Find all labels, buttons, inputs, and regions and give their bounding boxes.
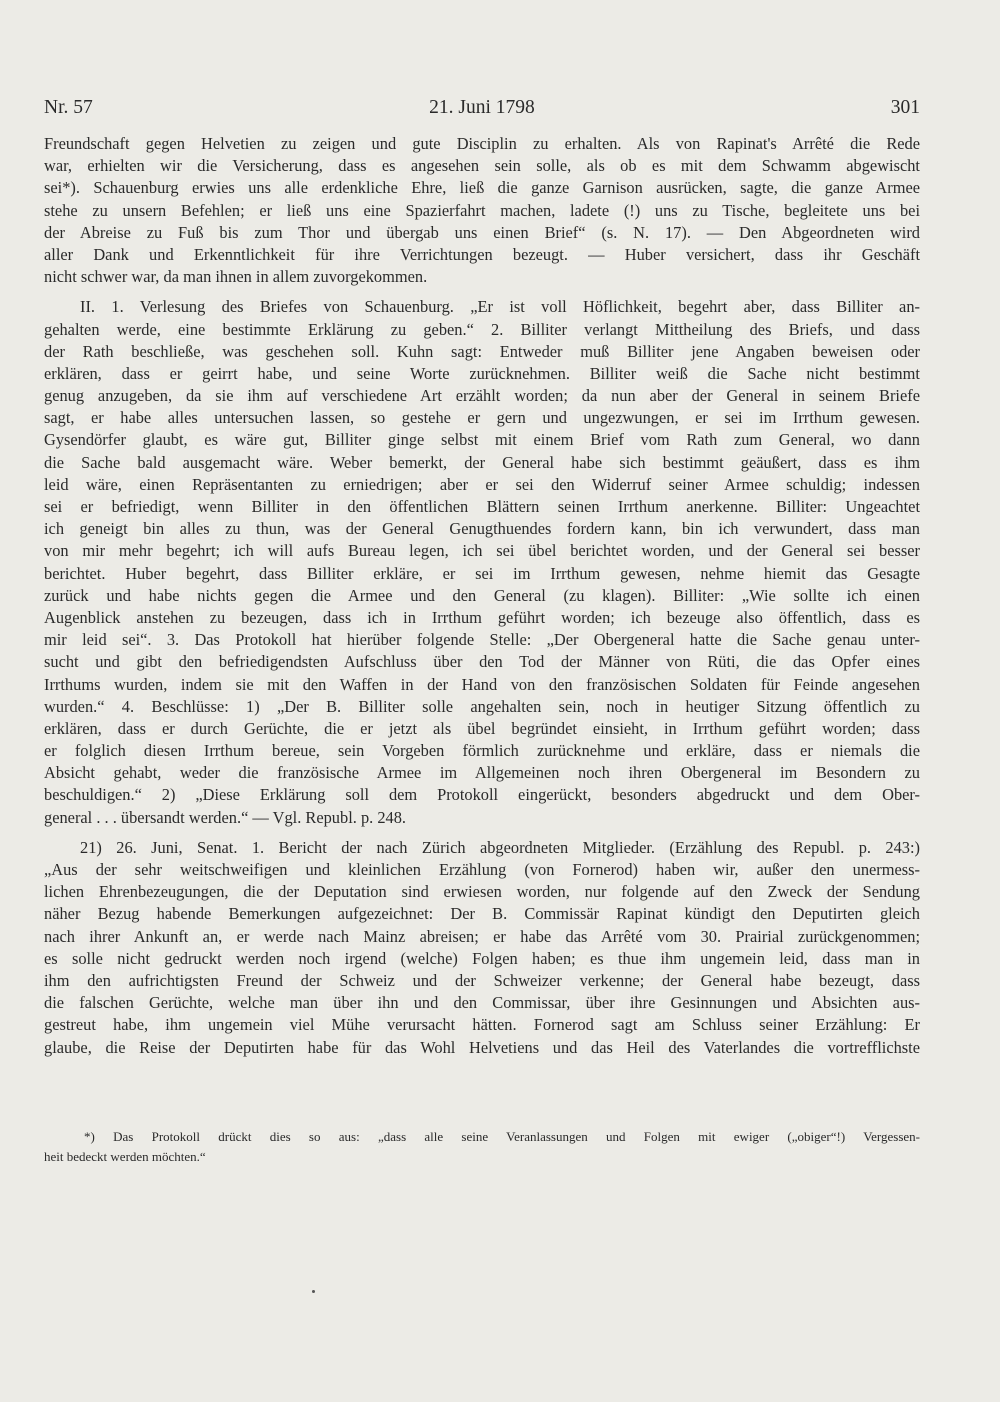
body-line: Absicht gehabt, weder die französische Armee im Allgemeinen noch ihren Obergeneral im Besondern zu — [44, 763, 920, 783]
body-line: stehe zu unsern Befehlen; er ließ uns eine Spazierfahrt machen, ladete (!) uns zu Tische, begleitete uns bei — [44, 200, 920, 220]
running-header — [44, 97, 920, 125]
paragraph-gap — [44, 829, 920, 837]
footnote-line: *) Das Protokoll drückt dies so aus: „dass alle seine Veranlassungen und Folgen mit ewiger („obiger“!) Vergessen- — [84, 1129, 920, 1144]
body-line: sucht und gibt den befriedigendsten Aufschluss über den Tod der Männer von Rüti, die das Opfer eines — [44, 652, 920, 672]
body-line: Freundschaft gegen Helvetien zu zeigen und gute Disciplin zu erhalten. Als von Rapinat's Arrêté die Rede — [44, 134, 920, 153]
body-line: ihm den aufrichtigsten Freund der Schweiz und der Schweizer verkenne; der General habe bezeugt, dass — [44, 970, 920, 990]
body-line: der Rath beschließe, was geschehen soll. Kuhn sagt: Entweder muß Billiter jene Angaben beweisen oder — [44, 341, 920, 361]
body-line: der Abreise zu Fuß bis zum Thor und übergab uns einen Brief“ (s. N. 17). — Den Abgeordneten wird — [44, 222, 920, 242]
body-line: nach ihrer Ankunft an, er werde nach Mainz abreisen; er habe das Arrêté vom 30. Prairial zurückgenommen; — [44, 926, 920, 946]
body-line: sei*). Schauenburg erwies uns alle erdenkliche Ehre, ließ die ganze Garnison ausrücken, sagte, die ganze Armee — [44, 178, 920, 198]
body-line: mir leid sei“. 3. Das Protokoll hat hierüber folgende Stelle: „Der Obergeneral hatte die Sache genau unter- — [44, 630, 920, 650]
body-text — [44, 133, 920, 1059]
paragraph-gap — [44, 288, 920, 296]
body-line: wurden.“ 4. Beschlüsse: 1) „Der B. Billiter solle angehalten sein, noch in heutiger Sitzung öffentlich zu — [44, 696, 920, 716]
print-speck — [312, 1290, 315, 1293]
body-line: sagt, er habe alles untersuchen lassen, so gestehe er gern und ungezwungen, er sei im Irrthum gewesen. — [44, 408, 920, 428]
header-date: 21. Juni 1798 — [429, 97, 535, 118]
body-line: general . . . übersandt werden.“ — Vgl. Republ. p. 248. — [44, 807, 407, 827]
body-line: es solle nicht gedruckt werden noch irgend (welche) Folgen haben; es thue ihm ungemein leid, dass man in — [44, 948, 920, 968]
body-line: Gysendörfer glaubt, es wäre gut, Billiter ginge selbst mit einem Brief vom Rath zum General, wo dann — [44, 430, 920, 450]
body-line: glaube, die Reise der Deputirten habe für das Wohl Helvetiens und das Heil des Vaterlandes die vortrefflichste — [44, 1037, 920, 1057]
body-line: beschuldigen.“ 2) „Diese Erklärung soll dem Protokoll eingerückt, besonders abgedruckt und dem Ober- — [44, 785, 920, 805]
body-line: gehalten werde, eine bestimmte Erklärung zu geben.“ 2. Billiter verlangt Mittheilung des Briefs, und dass — [44, 319, 920, 339]
body-line: die Sache bald ausgemacht wäre. Weber bemerkt, der General habe sich bestimmt geäußert, dass es ihm — [44, 452, 920, 472]
body-line: gestreut habe, ihm ungemein viel Mühe verursacht hätten. Fornerod sagt am Schluss seiner Erzählung: Er — [44, 1015, 920, 1035]
footnote-line: heit bedeckt werden möchten.“ — [44, 1149, 206, 1164]
body-line: näher Bezug habende Bemerkungen aufgezeichnet: Der B. Commissär Rapinat kündigt den Deputirten gleich — [44, 904, 920, 924]
body-line: II. 1. Verlesung des Briefes von Schauenburg. „Er ist voll Höflichkeit, begehrt aber, dass Billiter an- — [80, 297, 920, 317]
body-line: genug anzugeben, da sie ihm auf verschiedene Art erzählt worden; da nun aber der General in seinem Briefe — [44, 386, 920, 406]
footnote — [44, 1127, 920, 1167]
body-line: erklären, dass er durch Gerüchte, die er jetzt als übel begründet einsieht, in Irrthum geführt worden; dass — [44, 718, 920, 738]
body-line: war, erhielten wir die Versicherung, dass es angesehen sein solle, als ob es mit dem Schwamm abgewischt — [44, 156, 920, 176]
body-line: er folglich diesen Irrthum bereue, sein Vorgeben förmlich zurücknehme und erkläre, dass er niemals die — [44, 741, 920, 761]
body-line: leid wäre, einen Repräsentanten zu erniedrigen; aber er sei den Widerruf seiner Armee schuldig; indessen — [44, 474, 920, 494]
body-line: sei er befriedigt, wenn Billiter in den öffentlichen Blättern seinen Irrthum anerkenne. Billiter: Ungeachtet — [44, 497, 920, 516]
body-line: lichen Ehrenbezeugungen, die der Deputation sind erwiesen worden, nur folgende auf den Zweck der Sendung — [44, 882, 920, 902]
body-line: aller Dank und Erkenntlichkeit für ihre Verrichtungen bezeugt. — Huber versichert, dass ihr Geschäft — [44, 244, 920, 264]
body-line: ich geneigt bin alles zu thun, was der General Genugthuendes fordern kann, bin ich verwundert, dass man — [44, 519, 920, 539]
body-line: die falschen Gerüchte, welche man über ihn und den Commissar, über ihre Gesinnungen und Absichten aus- — [44, 993, 920, 1013]
page-number: 301 — [890, 97, 920, 118]
body-line: Irrthums wurden, indem sie mit den Waffen in der Hand von den französischen Soldaten für Feinde angesehen — [44, 674, 920, 694]
body-line: nicht schwer war, da man ihnen in allem zuvorgekommen. — [44, 267, 428, 287]
body-line: berichtet. Huber begehrt, dass Billiter erkläre, er sei im Irrthum gewesen, nehme hiemit das Gesagte — [44, 563, 920, 583]
document-number: Nr. 57 — [44, 97, 93, 118]
body-line: Augenblick anstehen zu bezeugen, dass ich in Irrthum geführt worden; ich bezeuge also öffentlich, dass es — [44, 607, 920, 627]
body-line: „Aus der sehr weitschweifigen und kleinlichen Erzählung (von Fornerod) haben wir, außer den unermess- — [44, 860, 920, 879]
body-line: zurück und habe nichts gegen die Armee und den General (zu klagen). Billiter: „Wie sollte ich einen — [44, 585, 920, 605]
body-line: 21) 26. Juni, Senat. 1. Bericht der nach Zürich abgeordneten Mitglieder. (Erzählung des Republ. p. 243:) — [80, 837, 920, 857]
body-line: von mir mehr begehrt; ich will aufs Bureau legen, ich sei übel berichtet worden, und der General sei besser — [44, 541, 920, 561]
body-line: erklären, dass er geirrt habe, und seine Worte zurücknehmen. Billiter weiß die Sache nicht bestimmt — [44, 363, 920, 383]
